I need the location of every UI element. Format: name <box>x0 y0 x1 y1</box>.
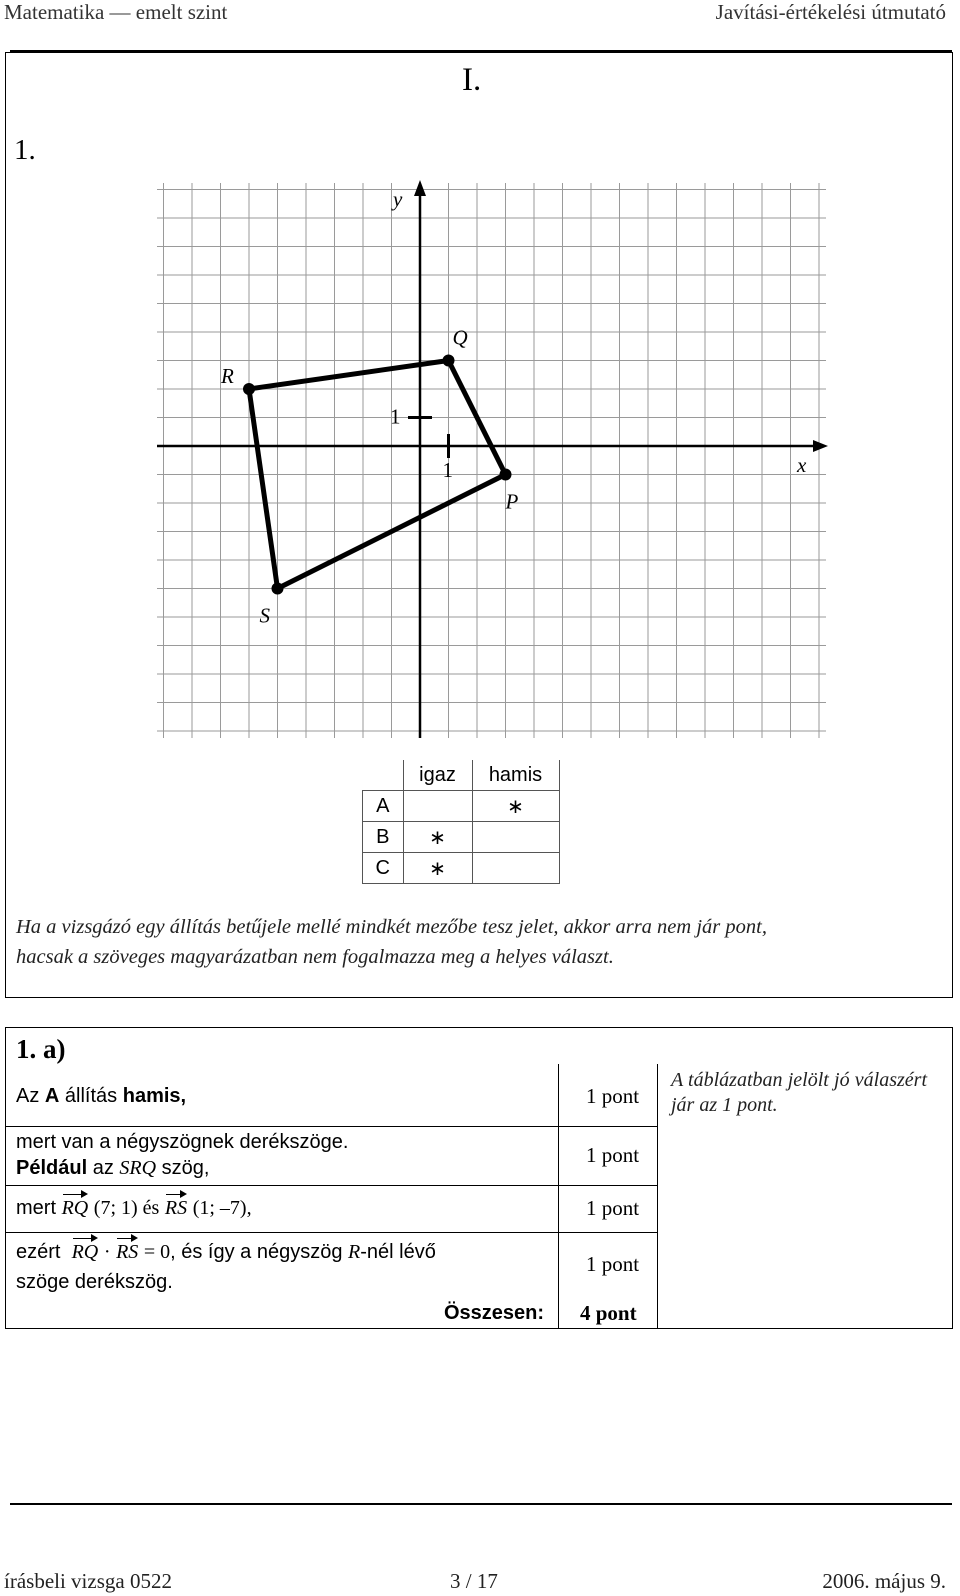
col-header-true: igaz <box>403 760 472 791</box>
footer-page: 3 / 17 <box>450 1569 498 1593</box>
coordinate-grid <box>0 0 960 760</box>
graph-labels <box>220 187 807 628</box>
divider-points-left <box>558 1064 559 1329</box>
table-row <box>363 822 560 853</box>
row-divider <box>5 1185 658 1186</box>
table-row <box>363 791 560 822</box>
cell-a-false: ∗ <box>472 791 559 822</box>
y-axis-arrow-icon <box>414 180 426 196</box>
x-tick-label: 1 <box>442 458 453 482</box>
angle-name: SRQ <box>119 1157 157 1179</box>
x-axis-label: x <box>797 453 807 477</box>
note-line-2: hacsak a szöveges magyarázatban nem fogalmazza meg a helyes választ. <box>16 946 614 968</box>
text: állítás <box>64 1085 118 1107</box>
vertex-p <box>500 469 512 481</box>
verdict: hamis, <box>122 1085 187 1107</box>
total-points: 4 pont <box>580 1301 637 1325</box>
statement-row-3 <box>16 1197 252 1220</box>
cell-b-false <box>472 822 559 853</box>
points-row-3: 1 pont <box>586 1196 640 1220</box>
text: (1; –7), <box>192 1197 252 1219</box>
statement-row-4b: szöge derékszög. <box>16 1271 173 1293</box>
text: szög, <box>161 1157 210 1179</box>
vertex-label-q: Q <box>452 325 468 350</box>
vertex-label-r: R <box>221 364 234 388</box>
emphasis: Például <box>16 1157 88 1179</box>
vector-rs: RS <box>116 1241 139 1263</box>
section-title: I. <box>462 62 482 98</box>
points-row-2: 1 pont <box>586 1143 640 1167</box>
header-subject: Matematika — emelt szint <box>4 0 228 24</box>
text: Az <box>16 1085 40 1107</box>
footer-exam: írásbeli vizsga 0522 <box>4 1569 172 1593</box>
scoring-remark: A táblázatban jelölt jó válaszért jár az 1 pont. <box>671 1069 927 1116</box>
statement-letter: A <box>44 1085 60 1107</box>
note-line-1: Ha a vizsgázó egy állítás betűjele mellé mindkét mezőbe tesz jelet, akkor arra nem jár pont, <box>16 916 767 938</box>
y-tick-label: 1 <box>390 404 401 429</box>
table-row <box>363 853 560 884</box>
vector-rq: RQ <box>71 1241 99 1263</box>
cell-b-true: ∗ <box>403 822 472 853</box>
table-corner <box>363 760 404 791</box>
cell-c-false <box>472 853 559 884</box>
statement-row-2a: mert van a négyszögnek derékszöge. <box>16 1131 349 1153</box>
vertex-s <box>272 583 284 595</box>
vertex-name: R <box>348 1241 361 1263</box>
y-axis-label: y <box>393 187 403 211</box>
vertex-label-p: P <box>505 489 519 514</box>
text: (7; 1) és <box>93 1197 160 1219</box>
vector-rs: RS <box>164 1197 188 1219</box>
row-label-b: B <box>363 822 404 853</box>
cell-c-true: ∗ <box>403 853 472 884</box>
total-label: Összesen: <box>444 1302 545 1324</box>
row-label-a: A <box>363 791 404 822</box>
col-header-false: hamis <box>472 760 559 791</box>
vertex-q <box>443 355 455 367</box>
vector-rq: RQ <box>61 1197 89 1219</box>
statement-row-2b <box>16 1157 209 1180</box>
footer-date: 2006. május 9. <box>822 1569 946 1593</box>
text: ezért <box>16 1241 61 1263</box>
dot-operator: · <box>103 1241 111 1263</box>
divider-points-right <box>657 1064 658 1329</box>
row-label-c: C <box>363 853 404 884</box>
text: mert <box>16 1197 56 1219</box>
row-divider <box>5 1232 658 1233</box>
x-axis-arrow-icon <box>813 440 828 452</box>
statement-row-4a <box>16 1241 436 1264</box>
statement-row-1 <box>16 1085 186 1108</box>
truth-table <box>362 760 560 884</box>
problem-number: 1. <box>14 134 36 166</box>
vertex-r <box>243 383 255 395</box>
text: -nél lévő <box>360 1241 436 1263</box>
vertex-label-s: S <box>259 603 270 628</box>
text: , és így a négyszög <box>170 1241 343 1263</box>
part-title: 1. a) <box>16 1034 66 1064</box>
row-divider <box>5 1126 658 1127</box>
footer-rule <box>10 1503 952 1505</box>
cell-a-true <box>403 791 472 822</box>
points-row-1: 1 pont <box>586 1084 640 1108</box>
header-guide-title: Javítási-értékelési útmutató <box>715 0 946 24</box>
equation: = 0 <box>143 1241 171 1263</box>
points-row-4: 1 pont <box>586 1252 640 1276</box>
text: az <box>92 1157 114 1179</box>
